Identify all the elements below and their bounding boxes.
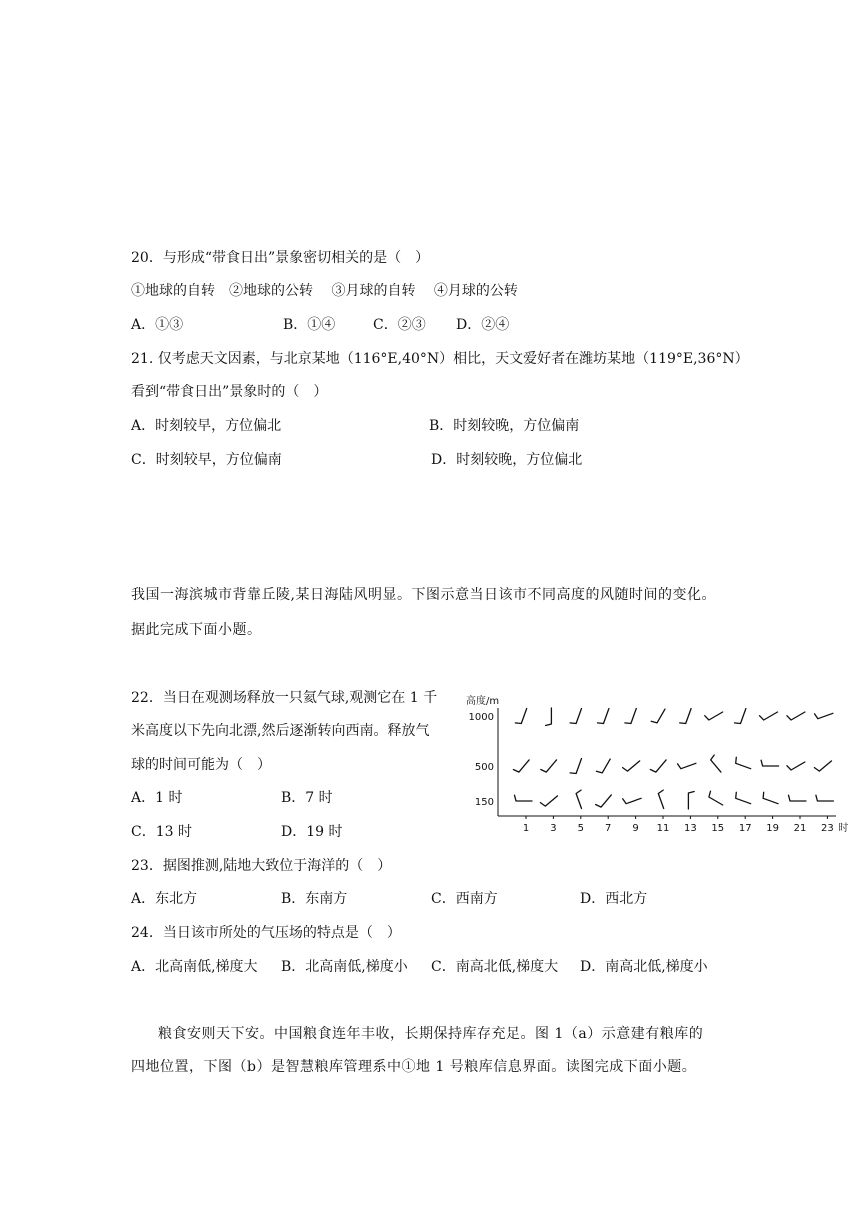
wind-barb — [540, 796, 557, 806]
wind-barb — [815, 713, 833, 718]
wind-barb — [787, 712, 805, 720]
q20-option-d[interactable]: D．②④ — [456, 317, 510, 333]
q20-option-c[interactable]: C．②③ — [373, 317, 426, 333]
wind-barb — [680, 709, 691, 724]
wind-barb — [736, 792, 751, 803]
q24-option-a[interactable]: A．北高南低,梯度大 — [131, 959, 258, 975]
q21-option-d[interactable]: D．时刻较晚，方位偏北 — [431, 452, 583, 468]
wind-barb — [623, 761, 640, 771]
q22-option-b[interactable]: B．7 时 — [281, 790, 333, 806]
x-tick-label: 11 — [656, 823, 670, 834]
q23-option-b[interactable]: B．东南方 — [281, 891, 348, 907]
wind-barb — [515, 709, 526, 724]
x-axis-label: 时 — [838, 823, 849, 834]
wind-barb — [736, 757, 751, 768]
wind-barb — [814, 761, 831, 771]
x-tick-label: 7 — [605, 823, 612, 834]
q21-option-a[interactable]: A．时刻较早，方位偏北 — [131, 418, 282, 434]
x-tick-label: 1 — [522, 823, 530, 834]
x-tick-label: 15 — [711, 823, 725, 834]
y-tick-label: 500 — [474, 762, 494, 773]
wind-barb — [760, 712, 778, 720]
wind-barb — [513, 760, 529, 772]
wind-barb — [596, 795, 612, 807]
wind-barb — [787, 762, 805, 770]
q21-stem-line1: 21. 仅考虑天文因素，与北京某地（116°E,40°N）相比，天文爱好者在潍坊某地（119°E,36°N） — [131, 351, 749, 367]
y-axis-label: 高度/m — [466, 696, 500, 707]
x-tick-label: 9 — [632, 823, 639, 834]
q21-option-b[interactable]: B．时刻较晚，方位偏南 — [429, 418, 580, 434]
wind-barb — [576, 790, 581, 808]
wind-barb-chart — [464, 688, 852, 836]
passage1-line2: 据此完成下面小题。 — [131, 622, 262, 638]
wind-barb — [596, 759, 610, 773]
x-tick-label: 17 — [738, 823, 752, 834]
wind-barb — [570, 759, 581, 774]
passage1-line1: 我国一海滨城市背靠丘陵,某日海陆风明显。下图示意当日该市不同高度的风随时间的变化。 — [131, 587, 716, 603]
q24-option-b[interactable]: B．北高南低,梯度小 — [281, 959, 408, 975]
q21-stem-line2: 看到“带食日出”景象时的（ ） — [131, 384, 328, 400]
wind-barb — [678, 763, 696, 768]
y-axis — [469, 708, 498, 816]
wind-barb — [650, 760, 666, 772]
wind-barb — [515, 795, 533, 801]
wind-barb — [711, 755, 721, 772]
q20-option-a[interactable]: A．①③ — [131, 317, 184, 333]
q22-option-c[interactable]: C．13 时 — [131, 824, 192, 840]
q20-items: ①地球的自转 ②地球的公转 ③月球的自转 ④月球的公转 — [131, 283, 518, 299]
wind-barb — [761, 760, 779, 766]
q24-stem: 24．当日该市所处的气压场的特点是（ ） — [131, 925, 401, 941]
x-tick-label: 19 — [766, 823, 779, 834]
q23-option-a[interactable]: A．东北方 — [131, 891, 198, 907]
passage2-line2: 四地位置，下图（b）是智慧粮库管理系中①地 1 号粮库信息界面。读图完成下面小题。 — [131, 1059, 697, 1075]
wind-barb — [623, 798, 641, 803]
x-tick-label: 21 — [793, 823, 807, 834]
q23-option-d[interactable]: D．西北方 — [580, 891, 648, 907]
wind-barb — [688, 792, 694, 810]
wind-barb — [763, 792, 778, 803]
passage2-line1: 粮食安则天下安。中国粮食连年丰收，长期保持库存充足。图 1（a）示意建有粮库的 — [158, 1026, 704, 1042]
y-tick-label: 150 — [474, 797, 494, 808]
q24-option-c[interactable]: C．南高北低,梯度大 — [431, 959, 559, 975]
q21-option-c[interactable]: C．时刻较早，方位偏南 — [131, 452, 282, 468]
x-tick-label: 5 — [577, 823, 584, 834]
wind-barb — [816, 795, 834, 801]
wind-barb — [598, 709, 609, 724]
wind-barbs — [513, 708, 833, 809]
wind-barb — [789, 795, 807, 801]
wind-barb — [658, 790, 663, 808]
wind-barb — [546, 708, 552, 726]
y-tick-label: 1000 — [468, 712, 494, 723]
wind-barb — [651, 709, 665, 723]
q20-option-b[interactable]: B．①④ — [283, 317, 336, 333]
q22-option-a[interactable]: A．1 时 — [131, 790, 183, 806]
x-tick-label: 13 — [684, 823, 697, 834]
x-tick-label: 3 — [550, 823, 557, 834]
q22-stem-line3: 球的时间可能为（ ） — [131, 757, 271, 773]
x-axis — [498, 816, 848, 834]
q23-stem: 23．据图推测,陆地大致位于海洋的（ ） — [131, 858, 392, 874]
wind-barb — [570, 709, 581, 724]
x-tick-label: 23 — [821, 823, 834, 834]
q22-option-d[interactable]: D．19 时 — [281, 824, 343, 840]
q24-option-d[interactable]: D．南高北低,梯度小 — [580, 959, 708, 975]
wind-barb — [709, 791, 723, 805]
wind-barb — [541, 760, 557, 772]
wind-barb — [735, 709, 746, 724]
q23-option-c[interactable]: C．西南方 — [431, 891, 498, 907]
wind-barb — [705, 712, 723, 720]
q22-stem-line2: 米高度以下先向北漂,然后逐渐转向西南。释放气 — [131, 723, 430, 739]
q20-stem: 20．与形成“带食日出”景象密切相关的是（ ） — [131, 250, 430, 266]
q22-stem-line1: 22．当日在观测场释放一只氦气球,观测它在 1 千 — [131, 690, 438, 706]
wind-barb — [625, 709, 636, 724]
